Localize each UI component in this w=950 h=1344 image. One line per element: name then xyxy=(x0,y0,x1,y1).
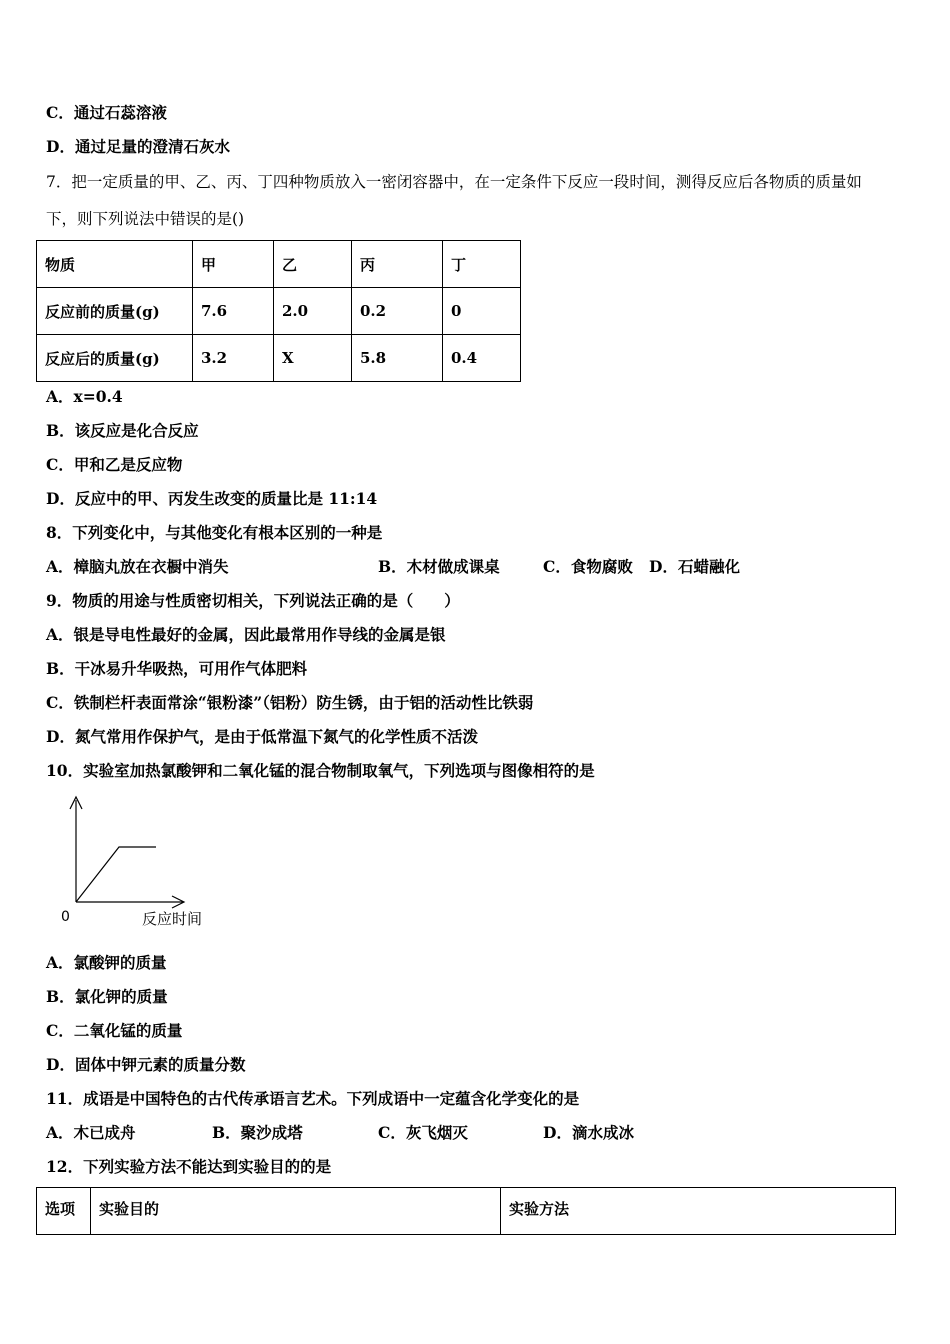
table-header-cell: 物质 xyxy=(37,241,193,288)
q10-option-d: D．固体中钾元素的质量分数 xyxy=(46,1055,246,1074)
table-cell: 0 xyxy=(443,288,521,335)
q6-option-d: D．通过足量的澄清石灰水 xyxy=(46,137,230,156)
q7-option-d: D．反应中的甲、丙发生改变的质量比是 11:14 xyxy=(46,489,378,508)
q10-option-b: B．氯化钾的质量 xyxy=(46,987,168,1006)
q7-option-c: C．甲和乙是反应物 xyxy=(46,455,183,474)
q12-method-table xyxy=(36,1187,896,1235)
q9-stem: 9．物质的用途与性质密切相关，下列说法正确的是（ ） xyxy=(46,591,460,610)
table-header-cell: 丁 xyxy=(443,241,521,288)
q9-option-a: A．银是导电性最好的金属，因此最常用作导线的金属是银 xyxy=(46,625,446,644)
q8-option-b: B．木材做成课桌 xyxy=(378,557,500,576)
q7-stem-line1: 7．把一定质量的甲、乙、丙、丁四种物质放入一密闭容器中，在一定条件下反应一段时间，测得反应后各物质的质量如 xyxy=(46,173,862,191)
q9-option-b: B．干冰易升华吸热，可用作气体肥料 xyxy=(46,659,308,678)
graph-curve xyxy=(76,847,156,902)
q7-option-a: A．x=0.4 xyxy=(46,387,123,406)
q7-mass-table xyxy=(36,240,521,382)
graph-origin-label: 0 xyxy=(61,909,70,925)
q12-stem: 12．下列实验方法不能达到实验目的的是 xyxy=(46,1157,332,1176)
q6-option-c: C．通过石蕊溶液 xyxy=(46,103,167,122)
table-header-cell: 选项 xyxy=(37,1188,91,1235)
table-header-cell: 丙 xyxy=(352,241,443,288)
table-row xyxy=(37,335,521,382)
table-header-cell: 实验目的 xyxy=(91,1188,501,1235)
table-header-cell: 甲 xyxy=(193,241,274,288)
table-cell: 反应后的质量(g) xyxy=(37,335,193,382)
q10-option-c: C．二氧化锰的质量 xyxy=(46,1021,183,1040)
table-header-row xyxy=(37,1188,896,1235)
q8-option-d: D．石蜡融化 xyxy=(649,557,740,576)
q8-option-a: A．樟脑丸放在衣橱中消失 xyxy=(46,557,229,576)
q11-option-a: A．木已成舟 xyxy=(46,1123,136,1142)
q10-option-a: A．氯酸钾的质量 xyxy=(46,953,167,972)
table-header-cell: 乙 xyxy=(274,241,352,288)
q11-option-d: D．滴水成冰 xyxy=(543,1123,634,1142)
q8-stem: 8．下列变化中，与其他变化有根本区别的一种是 xyxy=(46,523,383,542)
table-cell: X xyxy=(274,335,352,382)
table-cell: 0.2 xyxy=(352,288,443,335)
q9-option-c: C．铁制栏杆表面常涂“银粉漆”（铝粉）防生锈，由于铝的活动性比铁弱 xyxy=(46,693,534,712)
table-cell: 2.0 xyxy=(274,288,352,335)
table-header-cell: 实验方法 xyxy=(501,1188,896,1235)
q7-option-b: B．该反应是化合反应 xyxy=(46,421,199,440)
table-cell: 反应前的质量(g) xyxy=(37,288,193,335)
q8-option-c: C．食物腐败 xyxy=(543,557,633,576)
q7-stem-line2: 下，则下列说法中错误的是() xyxy=(46,210,245,228)
table-cell: 5.8 xyxy=(352,335,443,382)
q9-option-d: D．氮气常用作保护气，是由于低常温下氮气的化学性质不活泼 xyxy=(46,727,478,746)
q10-stem: 10．实验室加热氯酸钾和二氧化锰的混合物制取氧气，下列选项与图像相符的是 xyxy=(46,761,595,780)
table-header-row xyxy=(37,241,521,288)
table-cell: 0.4 xyxy=(443,335,521,382)
graph-x-label: 反应时间 xyxy=(142,910,203,928)
table-row xyxy=(37,288,521,335)
q11-option-c: C．灰飞烟灭 xyxy=(378,1123,468,1142)
table-cell: 7.6 xyxy=(193,288,274,335)
q10-graph xyxy=(55,790,225,935)
table-cell: 3.2 xyxy=(193,335,274,382)
q11-stem: 11．成语是中国特色的古代传承语言艺术。下列成语中一定蕴含化学变化的是 xyxy=(46,1089,580,1108)
q11-option-b: B．聚沙成塔 xyxy=(212,1123,303,1142)
